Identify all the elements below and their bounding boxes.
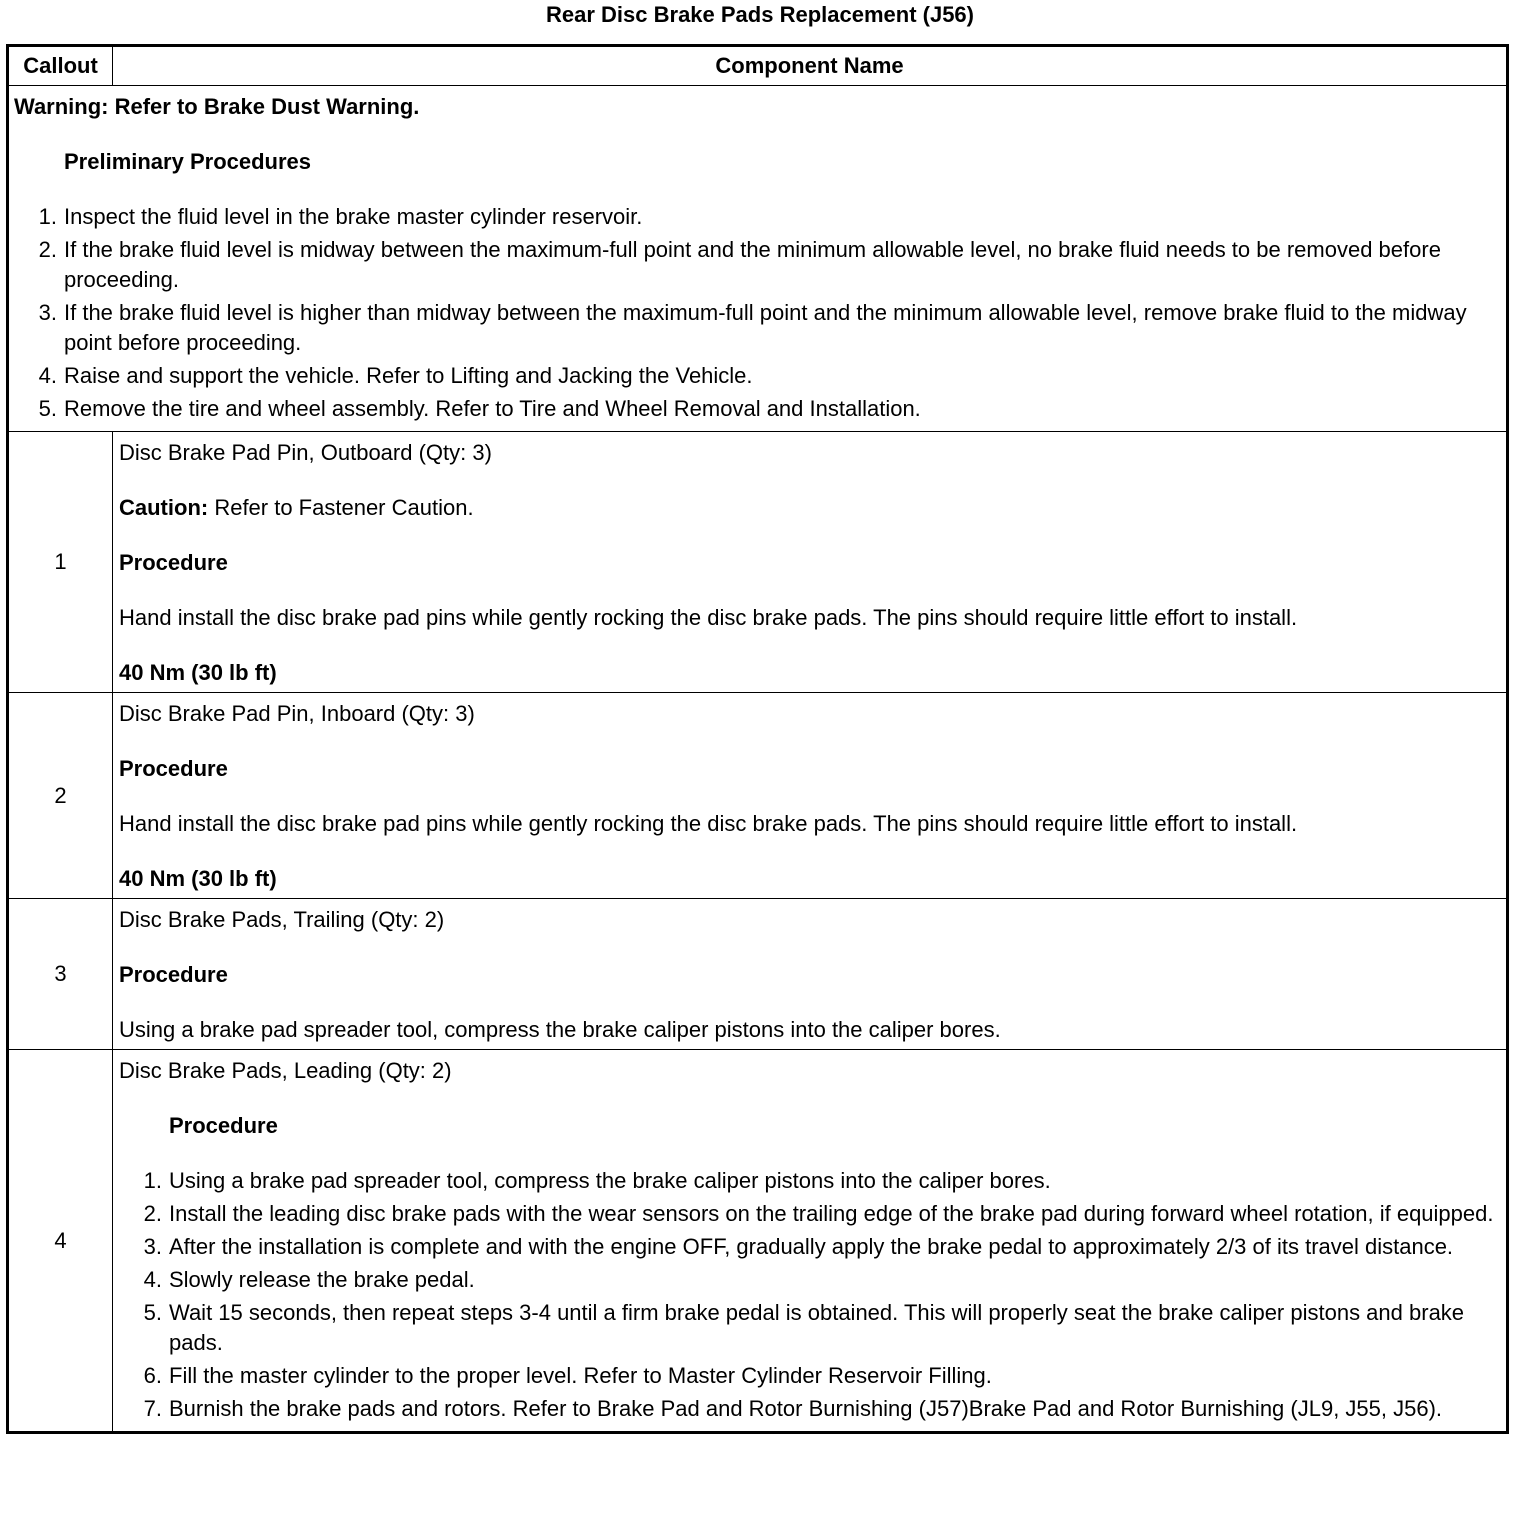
list-item: 4. Slowly release the brake pedal. <box>143 1267 475 1292</box>
table-row <box>8 1050 1508 1433</box>
list-item: 1. Using a brake pad spreader tool, compress the brake caliper pistons into the caliper bores. <box>143 1168 1051 1193</box>
page-title: Rear Disc Brake Pads Replacement (J56) <box>546 2 974 27</box>
table-header-row <box>8 46 1508 86</box>
preliminary-steps <box>14 202 1501 424</box>
caution-line: Caution: Refer to Fastener Caution. <box>119 495 474 520</box>
procedure-label: Procedure <box>169 1113 278 1138</box>
component-name-header: Component Name <box>113 46 1508 86</box>
list-item: 2. If the brake fluid level is midway between the maximum-full point and the minimum allowable level, no brake fluid needs to be removed before proceeding. <box>38 237 1441 292</box>
procedure-text: Hand install the disc brake pad pins while gently rocking the disc brake pads. The pins should require little effort to install. <box>119 811 1298 836</box>
procedure-text: Using a brake pad spreader tool, compress the brake caliper pistons into the caliper bores. <box>119 1017 1001 1042</box>
procedure-text: Hand install the disc brake pad pins while gently rocking the disc brake pads. The pins should require little effort to install. <box>119 605 1298 630</box>
warning-row <box>8 86 1508 432</box>
component-name: Disc Brake Pads, Leading (Qty: 2) <box>119 1058 452 1083</box>
callout-cell: 1 <box>8 432 113 693</box>
preliminary-title: Preliminary Procedures <box>64 149 312 174</box>
list-item: 5. Remove the tire and wheel assembly. Refer to Tire and Wheel Removal and Installation. <box>38 396 921 421</box>
list-item: 2. Install the leading disc brake pads with the wear sensors on the trailing edge of the brake pad during forward wheel rotation, if equipped. <box>143 1201 1494 1226</box>
torque-spec: 40 Nm (30 lb ft) <box>119 660 277 685</box>
warning-text: Warning: Refer to Brake Dust Warning. <box>14 94 420 119</box>
procedure-label: Procedure <box>119 962 228 987</box>
table-row <box>8 899 1508 1050</box>
procedure-steps <box>119 1166 1500 1424</box>
component-cell <box>113 693 1508 899</box>
list-item: 5. Wait 15 seconds, then repeat steps 3-4 until a firm brake pedal is obtained. This will properly seat the brake caliper pistons and brake pads. <box>143 1300 1465 1355</box>
list-item: 3. If the brake fluid level is higher than midway between the maximum-full point and the minimum allowable level, remove brake fluid to the midway point before proceeding. <box>38 300 1467 355</box>
list-item: 4. Raise and support the vehicle. Refer to Lifting and Jacking the Vehicle. <box>38 363 753 388</box>
callout-cell: 3 <box>8 899 113 1050</box>
procedure-label: Procedure <box>119 756 228 781</box>
warning-cell <box>8 86 1508 432</box>
component-cell <box>113 432 1508 693</box>
component-name: Disc Brake Pad Pin, Outboard (Qty: 3) <box>119 440 492 465</box>
component-table <box>6 44 1509 1434</box>
list-item: 3. After the installation is complete and with the engine OFF, gradually apply the brake pedal to approximately 2/3 of its travel distance. <box>143 1234 1454 1259</box>
component-cell <box>113 1050 1508 1433</box>
callout-cell: 2 <box>8 693 113 899</box>
component-name: Disc Brake Pad Pin, Inboard (Qty: 3) <box>119 701 475 726</box>
table-row <box>8 432 1508 693</box>
list-item: 6. Fill the master cylinder to the proper level. Refer to Master Cylinder Reservoir Filling. <box>143 1363 992 1388</box>
callout-cell: 4 <box>8 1050 113 1433</box>
list-item: 1. Inspect the fluid level in the brake master cylinder reservoir. <box>38 204 643 229</box>
component-name: Disc Brake Pads, Trailing (Qty: 2) <box>119 907 445 932</box>
list-item: 7. Burnish the brake pads and rotors. Refer to Brake Pad and Rotor Burnishing (J57)Brake Pad and Rotor Burnishing (JL9, J55, J56). <box>143 1396 1443 1421</box>
callout-header: Callout <box>8 46 113 86</box>
table-row <box>8 693 1508 899</box>
procedure-label: Procedure <box>119 550 228 575</box>
torque-spec: 40 Nm (30 lb ft) <box>119 866 277 891</box>
component-cell <box>113 899 1508 1050</box>
